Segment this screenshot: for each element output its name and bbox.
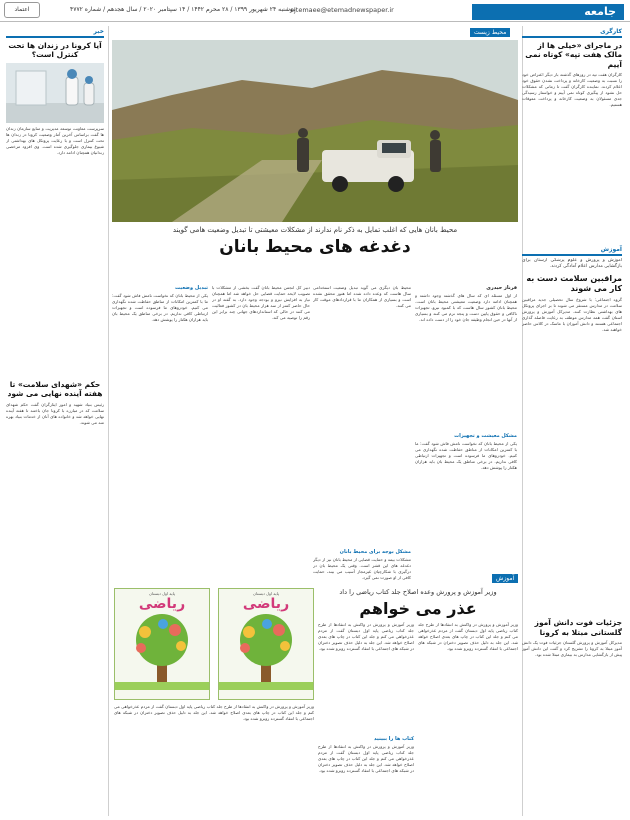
story-headline: جزئیات فوت دانش آموز گلستانی مبتلا به کرونا <box>534 618 622 637</box>
lead-body: محیط بان دیگری می گوید تبدیل وضعیت استخدامی سال هاست که وعده داده شده اما هنوز محقق نشده است و بسیاری از همکاران ما با قراردادهای موقت کار می کنند. <box>313 285 411 308</box>
education-body: وزیر آموزش و پرورش در واکنش به انتقادها از طرح جلد کتاب ریاضی پایه اول دبستان گفت از مردم عذرخواهی می کنم و جلد این کتاب در چاپ های بعدی اصلاح خواهد شد. این جلد به دلیل حذف تصویر دختران در شبکه های اجتماعی با انتقاد گسترده روبرو شده بود. <box>318 622 414 651</box>
story-body: کارگران هفت تپه در روزهای گذشته بار دیگر اعتراض خود را نسبت به وضعیت کارخانه و پرداخت نشدن حقوق خود اعلام کردند. نماینده کارگران گفت تا زمانی که مشکلات حل نشود از پیگیری کوتاه نمی آییم و خواستار رسیدگی جدی مسئولان به وضعیت کارخانه و پرداخت معوقات هستیم. <box>522 72 622 108</box>
tree-illustration <box>219 612 313 690</box>
byline: فرناز حیدری <box>486 285 517 291</box>
book-cover-old <box>114 588 210 700</box>
lead-photo <box>112 40 518 222</box>
story-headline: در ماجرای «خیلی ها از مالک هفت تپه» کوتاه نمی آییم <box>525 41 622 69</box>
section-label-education: آموزش <box>522 246 622 256</box>
section-label-education: آموزش <box>492 574 518 583</box>
story-headline: حکم «شهدای سلامت» تا هفته آینده نهایی می شود <box>7 379 103 399</box>
story-body: رئیس بنیاد شهید و امور ایثارگران گفت حکم شهدای سلامت که در مبارزه با کرونا جان باختند تا هفته آینده نهایی خواهد شد و خانواده های آنان از خدمات بنیاد بهره مند می شوند. <box>6 401 104 425</box>
lead-column-1 <box>415 285 517 601</box>
book-title: ریاضی <box>138 596 186 612</box>
lead-headline-block <box>112 226 518 258</box>
book-title: ریاضی <box>242 596 290 612</box>
lead-column-2 <box>313 285 411 617</box>
education-headline-block <box>318 588 518 619</box>
right-column <box>522 28 622 795</box>
lead-body: یکی از محیط بانان که نخواست نامش فاش شود گفت: ما با کمترین امکانات از مناطق حفاظت شده نگهداری می کنیم. خودروهای ما فرسوده است و تجهیزات ارتباطی کافی نداریم. در برخی مناطق یک محیط بان باید هزاران هکتار را پوشش دهد. <box>112 293 208 322</box>
lead-body: مشکلات بیمه و حمایت قضایی از محیط بانان نیز از دیگر دغدغه های این قشر است. وقتی یک محیط بان در درگیری با شکارچیان غیرمجاز آسیب می بیند، حمایت کافی از او صورت نمی گیرد. <box>313 557 411 580</box>
column-divider <box>108 26 109 816</box>
story-body: مدیرکل آموزش و پرورش گلستان جزئیات فوت یک دانش آموز مبتلا به کرونا را تشریح کرد و گفت این دانش آموز پیش از بازگشایی مدارس به بیماری مبتلا شده بود. <box>522 639 622 657</box>
story-headline: آیا کرونا در زندان ها تحت کنترل است؟ <box>8 41 102 60</box>
lead-subhead: تبدیل وضعیت <box>175 285 208 291</box>
education-body: وزیر آموزش و پرورش در واکنش به انتقادها از طرح جلد کتاب ریاضی پایه اول دبستان گفت از مردم عذرخواهی می کنم و جلد این کتاب در چاپ های بعدی اصلاح خواهد شد. این جلد به دلیل حذف تصویر دختران در شبکه های اجتماعی با انتقاد گسترده روبرو شده بود. <box>318 744 414 773</box>
story-body: گروه اجتماعی: با شروع سال تحصیلی جدید مراقبین سلامت در مدارس مستقر می شوند تا بر اجرای پروتکل های بهداشتی نظارت کنند. مدیرکل آموزش و پرورش استان گفت همه مدارس موظف به رعایت فاصله گذاری اجتماعی هستند و دانش آموزان با ماسک در کلاس حاضر خواهند شد. <box>522 297 622 333</box>
section-label-labor: کارگری <box>522 28 622 38</box>
section-label-news: خبر <box>6 28 104 38</box>
section-label-environment: محیط زیست <box>470 28 510 37</box>
education-body: وزیر آموزش و پرورش در واکنش به انتقادها از طرح جلد کتاب ریاضی پایه اول دبستان گفت از مردم عذرخواهی می کنم و جلد این کتاب در چاپ های بعدی اصلاح خواهد شد. این جلد به دلیل حذف تصویر دختران در شبکه های اجتماعی با انتقاد گسترده روبرو شده بود. <box>418 622 518 651</box>
lead-body: یکی از محیط بانان که نخواست نامش فاش شود گفت: ما با کمترین امکانات از مناطق حفاظت شده نگهداری می کنیم. خودروهای ما فرسوده است و تجهیزات ارتباطی کافی نداریم. در برخی مناطق یک محیط بان باید هزاران هکتار را پوشش دهد. <box>415 441 517 470</box>
newspaper-logo: اعتماد <box>4 2 40 18</box>
lead-kicker: محیط بانان هایی که اغلب تمایل به ذکر نام ندارند از مشکلات معیشتی تا تبدیل وضعیت هامی گویند <box>172 226 458 234</box>
lead-subhead: مشکل بوجه برای محیط بانان <box>339 549 411 555</box>
date-line: دوشنبه ۲۴ شهریور ۱۳۹۹ / ۲۸ محرم ۱۴۴۲ / ۱۴ سپتامبر ۲۰۲۰ / سال هجدهم / شماره ۴۷۷۲ <box>70 6 296 13</box>
lead-headline: دغدغه های محیط بانان <box>219 237 411 257</box>
book-cover-new <box>218 588 314 700</box>
education-headline: عذر می خواهم <box>359 599 477 618</box>
book-grade: پایه اول دبستان <box>253 591 279 596</box>
education-body: وزیر آموزش و پرورش در واکنش به انتقادها از طرح جلد کتاب ریاضی پایه اول دبستان گفت از مردم عذرخواهی می کنم و جلد این کتاب در چاپ های بعدی اصلاح خواهد شد. این جلد به دلیل حذف تصویر دختران در شبکه های اجتماعی با انتقاد گسترده روبرو شده بود. <box>114 704 314 721</box>
lead-column-3 <box>212 285 310 545</box>
education-column-2 <box>318 622 414 814</box>
email-address[interactable]: ejtemaee@etemadnewspaper.ir <box>290 6 394 14</box>
story-headline: مراقبین سلامت دست به کار می شوند <box>526 274 622 294</box>
story-intro: آموزش و پرورش و علوم پزشکی ارستان برای بازگشایی مدارس اعلام آمادگی کردند. <box>522 258 622 270</box>
section-title: جامعه <box>472 4 624 20</box>
education-subhead: کتاب ها را ببینید <box>374 736 414 742</box>
page-number: ۱۲ <box>470 3 488 19</box>
education-kicker: وزیر آموزش و پرورش وعده اصلاح جلد کتاب ریاضی را داد <box>339 588 497 596</box>
left-column <box>6 28 104 782</box>
lead-column-4 <box>112 285 208 543</box>
lead-subhead: مشکل معیشت و تجهیزات <box>454 433 517 439</box>
tree-illustration <box>115 612 209 690</box>
lead-body: از اول مسئله ای که سال های گذشته وجود داشته و همچنان ادامه دارد وضعیت معیشتی محیط بانان است. محیط بانان کشور سال هاست که با کمبود نیرو، تجهیزات ناکافی و حقوق پایین دست و پنجه نرم می کنند و بسیاری از آنها در حین انجام وظیفه جان خود را از دست داده اند. <box>415 293 517 322</box>
lead-body: دبیر کل انجمن محیط بانان گفت بخشی از مشکلات با تصویب لایحه حمایت قضایی حل خواهد شد اما همچنان نیاز به افزایش نیرو و بودجه وجود دارد. به گفته او در حال حاضر کمتر از سه هزار محیط بان در کشور فعالیت می کنند در حالی که استانداردهای جهانی چند برابر این رقم را توصیه می کند. <box>212 285 310 320</box>
prison-photo <box>6 63 104 123</box>
story-body: سرپرست معاونت توسعه مدیریت و منابع سازمان زندان ها گفت براساس آخرین آمار وضعیت کرونا در زندان ها تحت کنترل است و با رعایت پروتکل های بهداشتی از شیوع بیماری جلوگیری شده است. وی افزود مرخصی زندانیان همچنان ادامه دارد. <box>6 125 104 155</box>
book-grade: پایه اول دبستان <box>149 591 175 596</box>
